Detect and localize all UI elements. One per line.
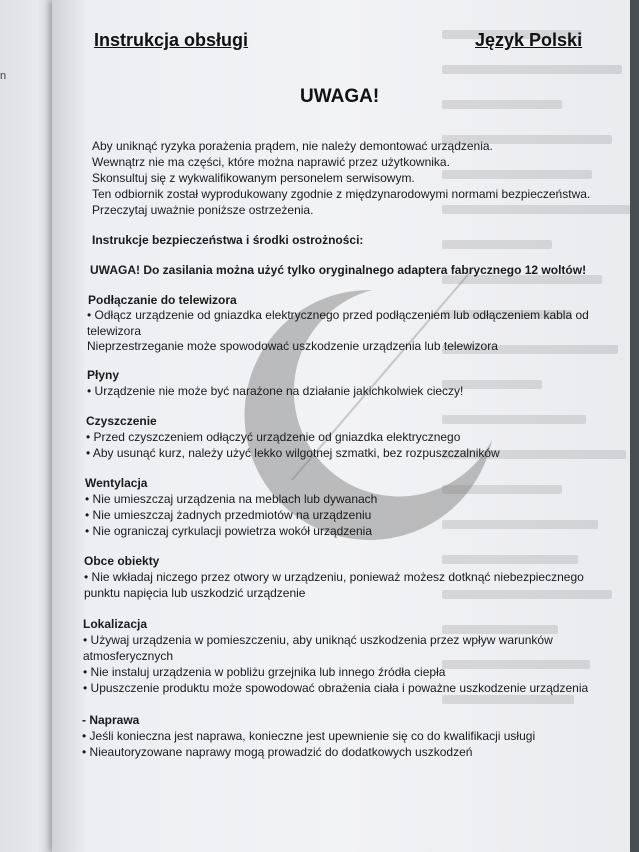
section-heading-cleaning: Czyszczenie xyxy=(86,414,157,428)
section-line: • Nie wkładaj niczego przez otwory w urządzeniu, ponieważ możesz dotknąć niebezpiecznego xyxy=(84,570,584,584)
safety-heading: Instrukcje bezpieczeństwa i środki ostrożności: xyxy=(92,233,364,247)
intro-line: Wewnątrz nie ma części, które można naprawić przez użytkownika. xyxy=(92,155,450,169)
section-heading-liquids: Płyny xyxy=(87,368,120,382)
section-heading-ventilation: Wentylacja xyxy=(85,476,148,490)
section-heading-foreign: Obce obiekty xyxy=(84,554,160,568)
section-heading-tv: Podłączanie do telewizora xyxy=(88,293,237,307)
intro-line: Przeczytaj uważnie poniższe ostrzeżenia. xyxy=(92,203,314,217)
section-line: • Odłącz urządzenie od gniazdka elektrycznego przed podłączeniem lub odłączeniem kabla od xyxy=(87,308,589,322)
warning-title: UWAGA! xyxy=(300,86,380,107)
section-line: atmosferycznych xyxy=(83,649,174,663)
section-line: • Nieautoryzowane naprawy mogą prowadzić do dodatkowych uszkodzeń xyxy=(82,745,473,759)
section-line: • Urządzenie nie może być narażone na działanie jakichkolwiek cieczy! xyxy=(87,384,464,398)
header-manual-title: Instrukcja obsługi xyxy=(94,30,249,50)
section-line: • Jeśli konieczna jest naprawa, konieczne jest upewnienie się co do kwalifikacji usługi xyxy=(82,729,536,743)
section-line: punktu napięcia lub uszkodzić urządzenie xyxy=(84,586,306,600)
header-language: Język Polski xyxy=(475,30,583,50)
section-line: • Upuszczenie produktu może spowodować obrażenia ciała i poważne uszkodzenie urządzenia xyxy=(83,681,589,695)
section-line: • Nie umieszczaj żadnych przedmiotów na urządzeniu xyxy=(85,508,372,522)
section-line: • Aby usunąć kurz, należy użyć lekko wilgotnej szmatki, bez rozpuszczalników xyxy=(86,446,500,460)
section-heading-repair: - Naprawa xyxy=(82,713,140,727)
section-heading-location: Lokalizacja xyxy=(83,617,148,631)
section-line: telewizora xyxy=(87,324,142,338)
section-line: • Nie umieszczaj urządzenia na meblach lub dywanach xyxy=(85,492,378,506)
section-line: • Używaj urządzenia w pomieszczeniu, aby uniknąć uszkodzenia przez wpływ warunków xyxy=(83,633,553,647)
previous-page-fragment: n xyxy=(0,70,7,82)
intro-line: Aby uniknąć ryzyka porażenia prądem, nie należy demontować urządzenia. xyxy=(92,139,493,153)
adapter-warning: UWAGA! Do zasilania można użyć tylko oryginalnego adaptera fabrycznego 12 woltów! xyxy=(90,263,587,277)
section-line: Nieprzestrzeganie może spowodować uszkodzenie urządzenia lub telewizora xyxy=(87,339,498,353)
crescent-watermark xyxy=(222,250,522,570)
intro-line: Skonsultuj się z wykwalifikowanym personelem serwisowym. xyxy=(92,171,415,185)
section-line: • Nie ograniczaj cyrkulacji powietrza wokół urządzenia xyxy=(85,524,372,538)
manual-page xyxy=(52,0,630,852)
section-line: • Przed czyszczeniem odłączyć urządzenie od gniazdka elektrycznego xyxy=(86,430,461,444)
section-line: • Nie instaluj urządzenia w pobliżu grzejnika lub innego źródła ciepła xyxy=(83,665,446,679)
intro-line: Ten odbiornik został wyprodukowany zgodnie z międzynarodowymi normami bezpieczeństwa. xyxy=(92,187,591,201)
